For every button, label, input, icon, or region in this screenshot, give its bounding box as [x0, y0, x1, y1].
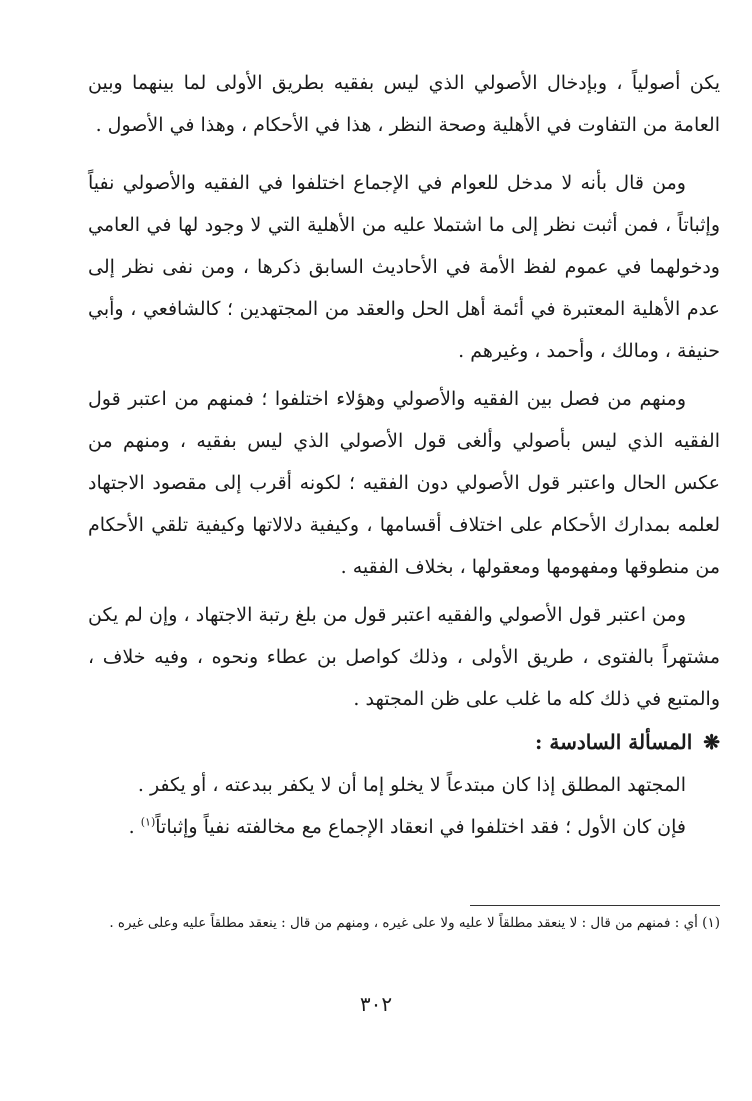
paragraph-6-text: فإن كان الأول ؛ فقد اختلفوا في انعقاد الإجماع مع مخالفته نفياً وإثباتاً — [155, 816, 686, 838]
paragraph-6 — [88, 806, 720, 848]
paragraph-5: المجتهد المطلق إذا كان مبتدعاً لا يخلو إما أن لا يكفر ببدعته ، أو يكفر . — [137, 774, 686, 796]
paragraph-3: ومنهم من فصل بين الفقيه والأصولي وهؤلاء اختلفوا ؛ فمنهم من اعتبر قول الفقيه الذي ليس بأصولي وألغى قول الأصولي الذي ليس بفقيه ، ومنهم من عكس الحال واعتبر قول الأصولي دون الفقيه ؛ لكونه أقرب إلى مقصود الاجتهاد لعلمه بمدارك الأحكام على اختلاف أقسامها ، وكيفية دلالاتها وكيفية تلقي الأحكام من منطوقها ومفهومها ومعقولها ، بخلاف الفقيه . — [88, 388, 720, 578]
paragraph-4: ومن اعتبر قول الأصولي والفقيه اعتبر قول من بلغ رتبة الاجتهاد ، وإن لم يكن مشتهراً بالفتوى ، طريق الأولى ، وذلك كواصل بن عطاء ونحوه ، وفيه خلاف ، والمتبع في ذلك كله ما غلب على ظن المجتهد . — [88, 604, 720, 710]
paragraph-gap — [88, 146, 720, 162]
page-number: ٣٠٢ — [359, 992, 393, 1016]
paragraph-6-end: . — [128, 816, 141, 838]
footnote-reference[interactable]: (١) — [140, 815, 156, 829]
heading-star-icon: ❋ — [703, 730, 720, 754]
page-body — [88, 62, 720, 848]
footnote: (١) أي : فمنهم من قال : لا ينعقد مطلقاً لا عليه ولا على غيره ، ومنهم من قال : ينعقد مطلقاً عليه وعلى غيره . — [109, 915, 720, 931]
paragraph-1: يكن أصولياً ، وبإدخال الأصولي الذي ليس بفقيه بطريق الأولى لما بينهما وبين العامة من التفاوت في الأهلية وصحة النظر ، هذا في الأحكام ، وهذا في الأصول . — [88, 72, 720, 136]
paragraph-2: ومن قال بأنه لا مدخل للعوام في الإجماع اختلفوا في الفقيه والأصولي نفياً وإثباتاً ، فمن أثبت نظر إلى ما اشتملا عليه من الأهلية التي لا وجود لها في العامي ودخولهما في عموم لفظ الأمة في الأحاديث السابق ذكرها ، ومن نفى نظر إلى عدم الأهلية المعتبرة في أئمة أهل الحل والعقد من المجتهدين ؛ كالشافعي ، وأبي حنيفة ، ومالك ، وأحمد ، وغيرهم . — [88, 172, 720, 362]
heading-text: المسألة السادسة : — [535, 730, 693, 754]
section-heading — [88, 720, 720, 764]
footnote-divider — [470, 905, 720, 906]
